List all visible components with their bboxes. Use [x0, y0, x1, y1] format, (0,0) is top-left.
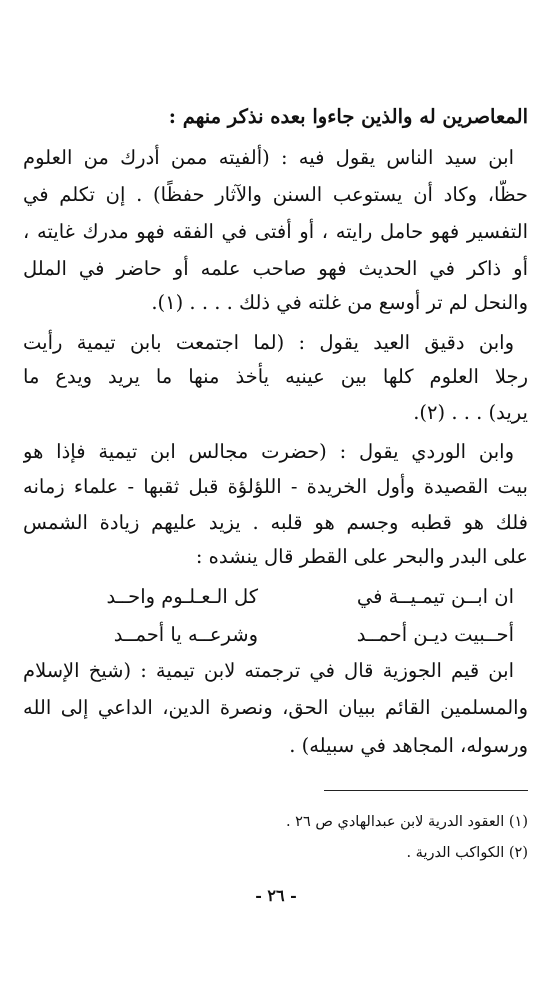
paragraph-2-line-2: رجلا العلوم كلها بين عينيه يأخذ منها ما يريد ويدع ما: [23, 365, 528, 388]
paragraph-3-line-3: فلك هو قطبه وجسم هو قلبه . يزيد عليهم زيادة الشمس: [23, 511, 528, 534]
paragraph-1-line-2: حظًّا، وكاد أن يستوعب السنن والآثار حفظًا) . إن تكلم في: [23, 183, 528, 206]
paragraph-3-line-2: بيت القصيدة وأول الخريدة - اللؤلؤة قبل ثقبها - علماء زمانه: [23, 475, 528, 498]
paragraph-4-line-2: والمسلمين القائم ببيان الحق، ونصرة الدين، الداعي إلى الله: [23, 696, 528, 719]
paragraph-2-line-1: وابن دقيق العيد يقول : (لما اجتمعت بابن تيمية رأيت: [23, 331, 514, 354]
paragraph-1-line-1: ابن سيد الناس يقول فيه : (ألفيته ممن أدرك من العلوم: [23, 146, 514, 169]
footnote-1: (١) العقود الدرية لابن عبدالهادي ص ٢٦ .: [285, 814, 528, 830]
footnote-separator: [324, 790, 528, 791]
verse-1-first-hemistich: ان ابــن تيمـيــة في: [356, 585, 514, 608]
paragraph-4-line-1: ابن قيم الجوزية قال في ترجمته لابن تيمية : (شيخ الإسلام: [23, 659, 514, 682]
paragraph-3-line-1: وابن الوردي يقول : (حضرت مجالس ابن تيمية فإذا هو: [23, 440, 514, 463]
verse-2-second-hemistich: وشرعــه يا أحمــد: [113, 623, 258, 646]
page-number: - ٢٦ -: [255, 886, 297, 905]
paragraph-1-line-3: التفسير فهو حامل رايته ، أو أفتى في الفقه فهو مدرك غايته ،: [23, 220, 528, 243]
paragraph-1-line-5: والنحل لم تر أوسع من غلته في ذلك . . . . (١).: [151, 291, 528, 314]
section-heading: المعاصرين له والذين جاءوا بعده نذكر منهم :: [168, 105, 528, 128]
paragraph-3-line-4: على البدر والبحر على القطر قال ينشده :: [195, 545, 528, 568]
verse-2-first-hemistich: أحــبيت ديـن أحمــد: [356, 623, 514, 646]
paragraph-1-line-4: أو ذاكر في الحديث فهو صاحب علمه أو حاضر في الملل: [23, 257, 528, 280]
footnote-2: (٢) الكواكب الدرية .: [406, 845, 528, 861]
paragraph-4-line-3: ورسوله، المجاهد في سبيله) .: [289, 734, 528, 757]
paragraph-2-line-3: يريد) . . . (٢).: [413, 401, 528, 424]
verse-1-second-hemistich: كل الـعـلـوم واحــد: [106, 585, 258, 608]
